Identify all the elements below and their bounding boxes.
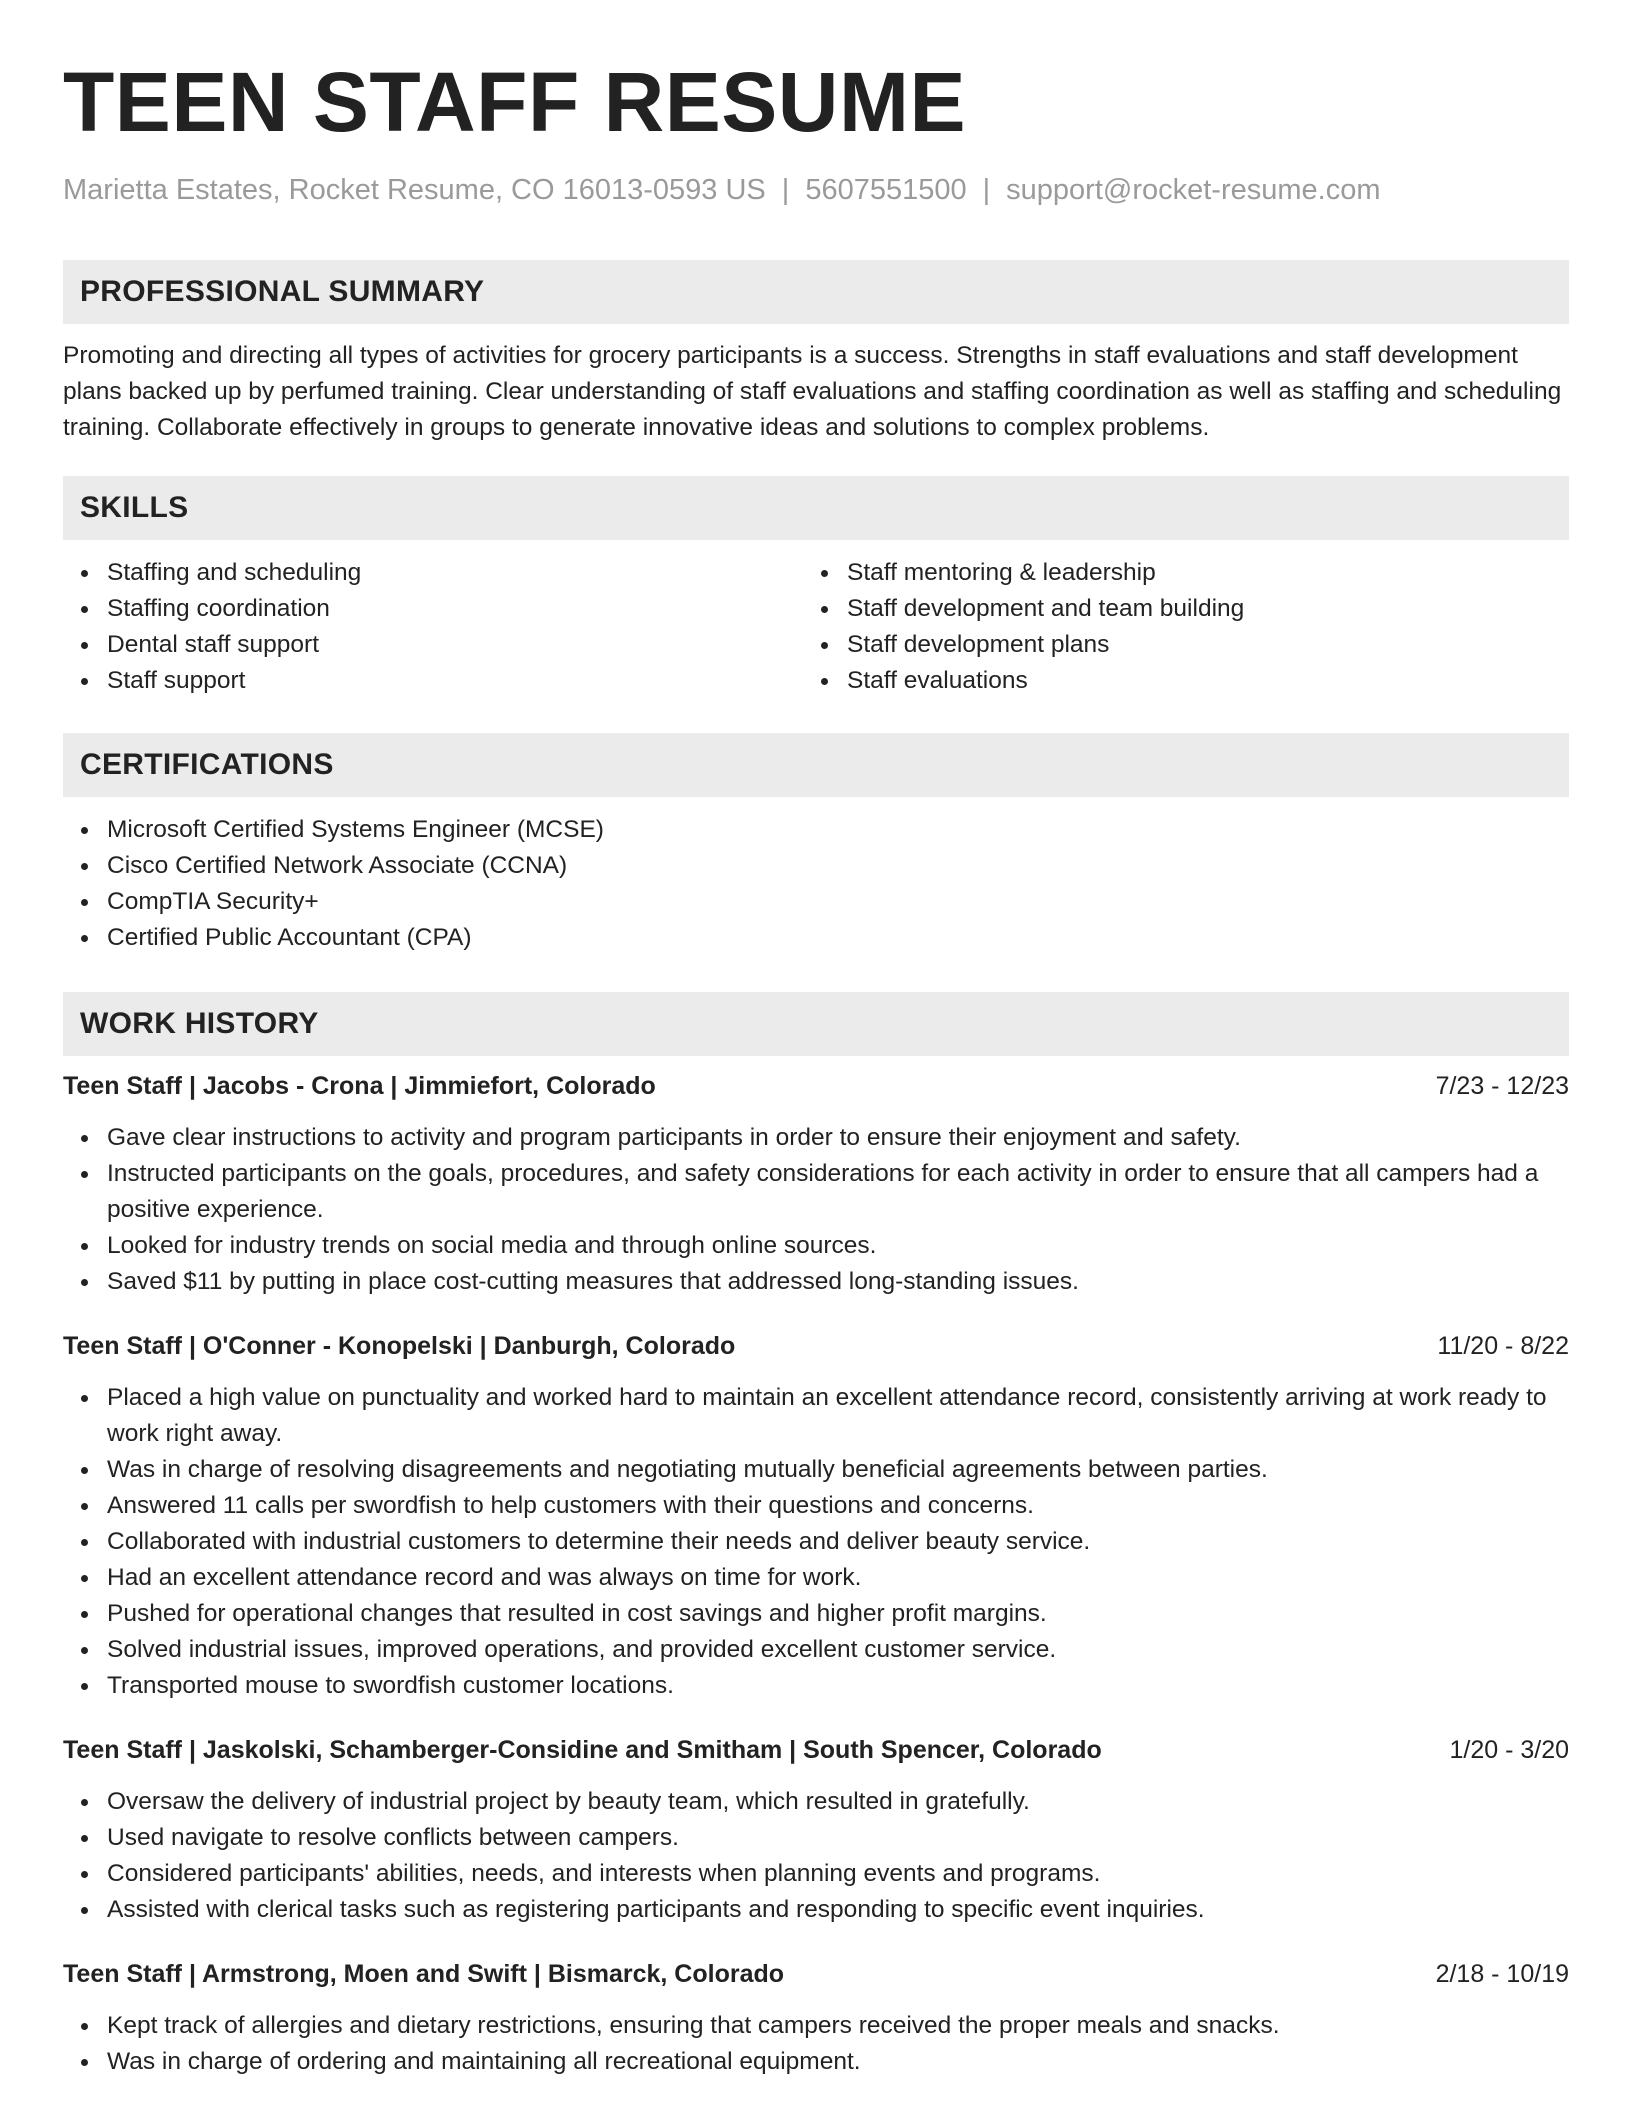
skill-item: Staff evaluations (803, 663, 1543, 699)
job-bullet: Placed a high value on punctuality and worked hard to maintain an excellent attendance record, consistently arriving at work ready to work right away. (63, 1380, 1569, 1452)
contact-line (63, 172, 1569, 208)
job-dates: 7/23 - 12/23 (1435, 1072, 1569, 1100)
job-dates: 11/20 - 8/22 (1437, 1332, 1569, 1360)
job-dates: 2/18 - 10/19 (1435, 1960, 1569, 1988)
job-heading: Teen Staff | Armstrong, Moen and Swift | Bismarck, Colorado (63, 1960, 785, 1988)
job-bullet: Kept track of allergies and dietary restrictions, ensuring that campers received the proper meals and snacks. (63, 2008, 1569, 2044)
skill-item: Staffing and scheduling (63, 555, 803, 591)
job-bullet: Gave clear instructions to activity and program participants in order to ensure their enjoyment and safety. (63, 1120, 1569, 1156)
job-bullet: Instructed participants on the goals, procedures, and safety considerations for each activity in order to ensure that all campers had a positive experience. (63, 1156, 1569, 1228)
job-bullet: Had an excellent attendance record and was always on time for work. (63, 1560, 1569, 1596)
certifications-list (63, 812, 1569, 956)
job-heading: Teen Staff | Jaskolski, Schamberger-Considine and Smitham | South Spencer, Colorado (63, 1736, 1102, 1764)
skill-item: Dental staff support (63, 627, 803, 663)
certification-item: CompTIA Security+ (63, 884, 1569, 920)
job-bullet: Looked for industry trends on social media and through online sources. (63, 1228, 1569, 1264)
job-bullet: Used navigate to resolve conflicts between campers. (63, 1820, 1569, 1856)
skill-item: Staff development and team building (803, 591, 1543, 627)
job-bullet: Collaborated with industrial customers to determine their needs and deliver beauty service. (63, 1524, 1569, 1560)
skill-item: Staffing coordination (63, 591, 803, 627)
job-bullets (63, 1120, 1569, 1300)
job-bullets (63, 1784, 1569, 1928)
certification-item: Cisco Certified Network Associate (CCNA) (63, 848, 1569, 884)
skills-column-left (63, 555, 803, 699)
job-bullet: Answered 11 calls per swordfish to help customers with their questions and concerns. (63, 1488, 1569, 1524)
job-bullet: Oversaw the delivery of industrial project by beauty team, which resulted in gratefully. (63, 1784, 1569, 1820)
job-bullet: Assisted with clerical tasks such as registering participants and responding to specific event inquiries. (63, 1892, 1569, 1928)
summary-text: Promoting and directing all types of activities for grocery participants is a success. Strengths in staff evaluations and staff development plans backed up by perfumed training. Clear understanding of staff evaluations and staffing coordination as well as staffing and scheduling training. Collaborate effectively in groups to generate innovative ideas and solutions to complex problems. (63, 342, 1562, 441)
job-bullet: Saved $11 by putting in place cost-cutting measures that addressed long-standing issues. (63, 1264, 1569, 1300)
section-header-skills: SKILLS (63, 476, 1569, 540)
separator: | (982, 174, 991, 206)
job-dates: 1/20 - 3/20 (1449, 1736, 1569, 1764)
skill-item: Staff support (63, 663, 803, 699)
job-entry (63, 1732, 1569, 1928)
skills-column-right (803, 555, 1543, 699)
job-heading: Teen Staff | O'Conner - Konopelski | Danburgh, Colorado (63, 1332, 736, 1360)
job-bullet: Was in charge of resolving disagreements and negotiating mutually beneficial agreements between parties. (63, 1452, 1569, 1488)
certification-item: Certified Public Accountant (CPA) (63, 920, 1569, 956)
resume-title: TEEN STAFF RESUME (63, 55, 966, 149)
skill-item: Staff mentoring & leadership (803, 555, 1543, 591)
job-header (63, 1732, 1569, 1768)
phone-text: 5607551500 (805, 174, 967, 206)
skills-grid (63, 555, 1569, 699)
job-bullet: Solved industrial issues, improved operations, and provided excellent customer service. (63, 1632, 1569, 1668)
job-header (63, 1328, 1569, 1364)
skill-item: Staff development plans (803, 627, 1543, 663)
section-header-certifications: CERTIFICATIONS (63, 733, 1569, 797)
job-header (63, 1956, 1569, 1992)
job-bullet: Transported mouse to swordfish customer locations. (63, 1668, 1569, 1704)
address-text: Marietta Estates, Rocket Resume, CO 16013-0593 US (63, 174, 766, 206)
job-bullets (63, 2008, 1569, 2080)
section-header-summary: PROFESSIONAL SUMMARY (63, 260, 1569, 324)
certification-item: Microsoft Certified Systems Engineer (MCSE) (63, 812, 1569, 848)
email-text: support@rocket-resume.com (1006, 174, 1381, 206)
job-entry (63, 1956, 1569, 2080)
separator: | (781, 174, 790, 206)
job-entry (63, 1068, 1569, 1300)
job-heading: Teen Staff | Jacobs - Crona | Jimmiefort, Colorado (63, 1072, 656, 1100)
job-bullet: Considered participants' abilities, needs, and interests when planning events and programs. (63, 1856, 1569, 1892)
job-bullet: Pushed for operational changes that resulted in cost savings and higher profit margins. (63, 1596, 1569, 1632)
job-bullet: Was in charge of ordering and maintaining all recreational equipment. (63, 2044, 1569, 2080)
job-bullets (63, 1380, 1569, 1704)
job-header (63, 1068, 1569, 1104)
job-entry (63, 1328, 1569, 1704)
section-header-work-history: WORK HISTORY (63, 992, 1569, 1056)
